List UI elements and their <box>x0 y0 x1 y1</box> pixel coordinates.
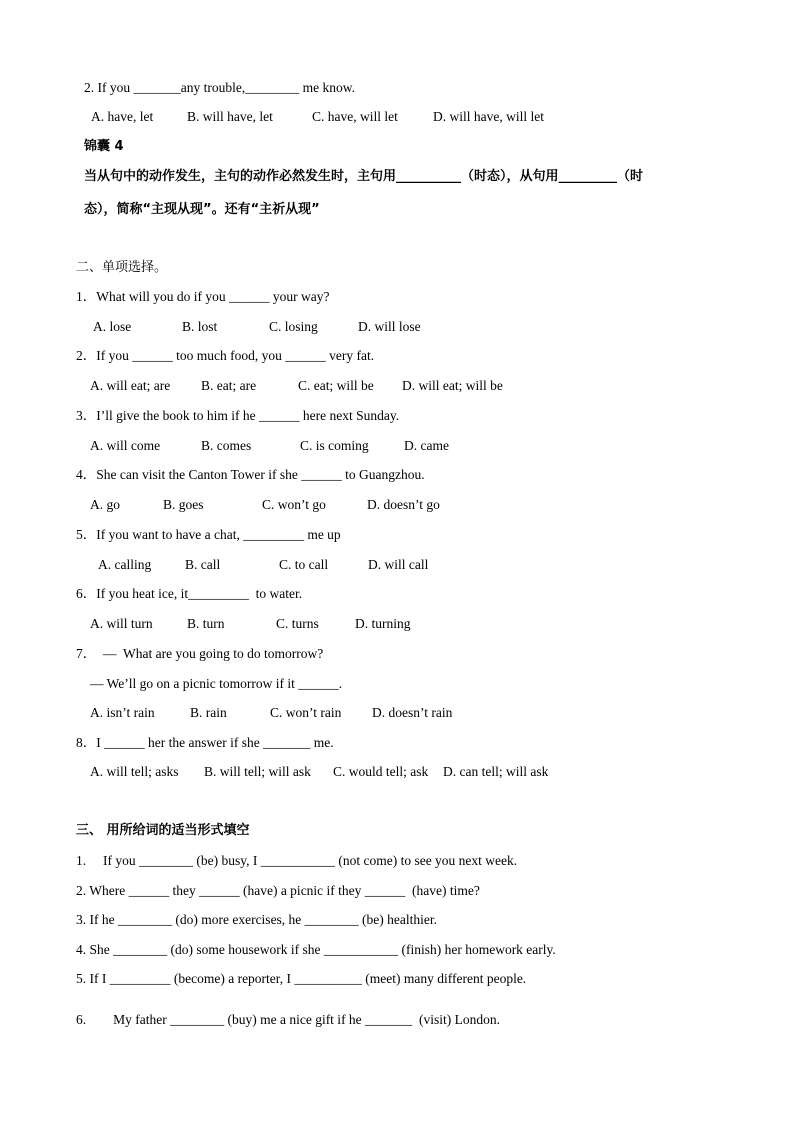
q7-option-a: A. isn’t rain <box>90 705 155 720</box>
q1-option-c: C. losing <box>269 319 318 334</box>
intro-option-d: D. will have, will let <box>433 109 544 124</box>
q4-option-a: A. go <box>90 497 120 512</box>
intro-option-a: A. have, let <box>91 109 154 124</box>
q4-option-b: B. goes <box>163 497 204 512</box>
fill-item-5: 5. If I _________ (become) a reporter, I __________ (meet) many different people. <box>76 971 527 986</box>
q8-option-a: A. will tell; asks <box>90 764 179 779</box>
q4-option-d: D. doesn’t go <box>367 497 440 512</box>
q6-stem: 6．If you heat ice, it_________ to water. <box>76 586 303 601</box>
q3-option-c: C. is coming <box>300 438 369 453</box>
section3-heading: 三、 用所给词的适当形式填空 <box>76 823 250 838</box>
q5-option-d: D. will call <box>368 557 429 572</box>
tip-line-2: 态），简称“主现从现”。还有“主祈从现” <box>84 202 320 217</box>
q6-option-d: D. turning <box>355 616 411 631</box>
tip-line-1: 当从句中的动作发生，主句的动作必然发生时，主句用__________（时态），从句用_________（时 <box>84 169 644 184</box>
intro-option-b: B. will have, let <box>187 109 273 124</box>
q8-option-d: D. can tell; will ask <box>443 764 549 779</box>
q7-stem-reply: — We’ll go on a picnic tomorrow if it ______. <box>90 676 343 691</box>
q1-option-b: B. lost <box>182 319 218 334</box>
tip-title: 锦囊 4 <box>84 139 124 154</box>
fill-item-1: 1. If you ________ (be) busy, I ___________ (not come) to see you next week. <box>76 853 518 868</box>
q4-option-c: C. won’t go <box>262 497 326 512</box>
q5-option-b: B. call <box>185 557 221 572</box>
q3-option-d: D. came <box>404 438 449 453</box>
fill-item-4: 4. She ________ (do) some housework if she ___________ (finish) her homework early. <box>76 942 556 957</box>
q5-stem: 5．If you want to have a chat, _________ me up <box>76 527 341 542</box>
q8-option-b: B. will tell; will ask <box>204 764 311 779</box>
q2-option-b: B. eat; are <box>201 378 257 393</box>
section2-heading: 二、单项选择。 <box>76 260 168 275</box>
q2-option-d: D. will eat; will be <box>402 378 503 393</box>
q1-option-d: D. will lose <box>358 319 421 334</box>
q6-option-c: C. turns <box>276 616 319 631</box>
q2-stem: 2．If you ______ too much food, you ______ very fat. <box>76 348 375 363</box>
q1-stem: 1．What will you do if you ______ your way? <box>76 289 330 304</box>
q2-option-c: C. eat; will be <box>298 378 374 393</box>
fill-item-3: 3. If he ________ (do) more exercises, he ________ (be) healthier. <box>76 912 438 927</box>
q3-option-b: B. comes <box>201 438 252 453</box>
q8-stem: 8．I ______ her the answer if she _______ me. <box>76 735 334 750</box>
q7-stem: 7． — What are you going to do tomorrow? <box>76 646 324 661</box>
intro-question-stem: 2. If you _______any trouble,________ me know. <box>84 80 355 95</box>
fill-item-6: 6. My father ________ (buy) me a nice gift if he _______ (visit) London. <box>76 1012 501 1027</box>
q1-option-a: A. lose <box>93 319 132 334</box>
q7-option-c: C. won’t rain <box>270 705 342 720</box>
q8-option-c: C. would tell; ask <box>333 764 429 779</box>
intro-option-c: C. have, will let <box>312 109 398 124</box>
q5-option-a: A. calling <box>98 557 152 572</box>
q7-option-d: D. doesn’t rain <box>372 705 453 720</box>
q3-option-a: A. will come <box>90 438 161 453</box>
q3-stem: 3．I’ll give the book to him if he ______ here next Sunday. <box>76 408 400 423</box>
fill-item-2: 2. Where ______ they ______ (have) a picnic if they ______ (have) time? <box>76 883 480 898</box>
q2-option-a: A. will eat; are <box>90 378 171 393</box>
q6-option-a: A. will turn <box>90 616 153 631</box>
q4-stem: 4．She can visit the Canton Tower if she ______ to Guangzhou. <box>76 467 425 482</box>
q5-option-c: C. to call <box>279 557 329 572</box>
q6-option-b: B. turn <box>187 616 225 631</box>
q7-option-b: B. rain <box>190 705 227 720</box>
